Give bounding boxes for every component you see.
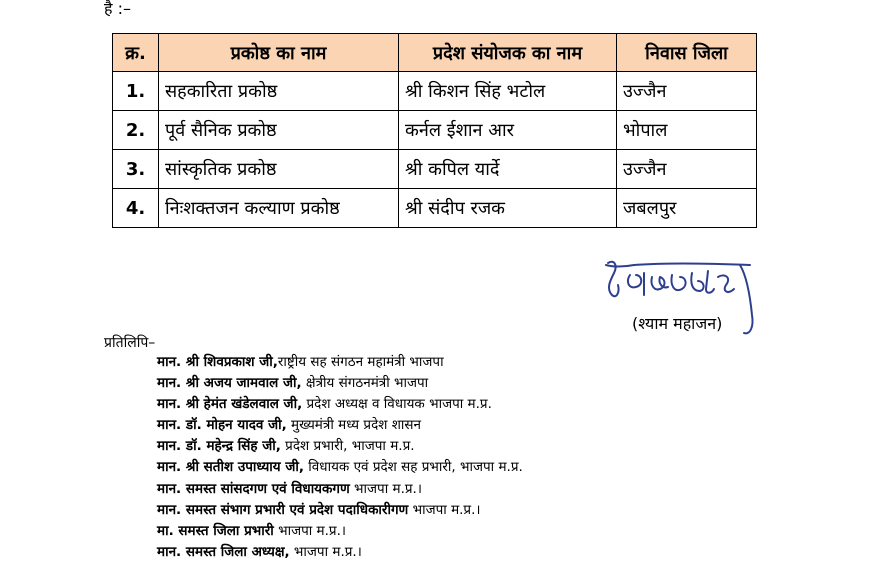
recipient-name: मान. श्री हेमंत खंडेलवाल जी, (157, 396, 303, 413)
recipient-name: मान. श्री अजय जामवाल जी, (157, 375, 302, 392)
coordinator-name: कर्नल ईशान आर (399, 111, 617, 150)
list-item (157, 436, 523, 457)
header-district: निवास जिला (617, 34, 757, 72)
cell-name: सांस्कृतिक प्रकोष्ठ (159, 150, 399, 189)
list-item (157, 521, 523, 542)
recipient-name: मान. श्री शिवप्रकाश जी, (157, 354, 278, 370)
header-coordinator-name: प्रदेश संयोजक का नाम (399, 34, 617, 72)
list-item (157, 479, 523, 500)
intro-text: है :– (104, 0, 131, 18)
district-name: उज्जैन (617, 72, 757, 111)
list-item (157, 415, 523, 436)
recipient-name: मान. श्री सतीश उपाध्याय जी, (157, 459, 304, 476)
copy-to-label: प्रतिलिपि– (104, 335, 156, 351)
header-cell-name: प्रकोष्ठ का नाम (159, 34, 399, 72)
recipient-title: प्रदेश अध्यक्ष व विधायक भाजपा म.प्र. (302, 396, 492, 413)
table-row (113, 189, 757, 228)
recipient-name: मान. समस्त संभाग प्रभारी एवं प्रदेश पदाधिकारीगण (157, 501, 409, 518)
recipient-name: मान. डॉ. मोहन यादव जी, (157, 417, 287, 434)
district-name: उज्जैन (617, 150, 757, 189)
header-serial: क्र. (113, 34, 159, 72)
coordinator-name: श्री संदीप रजक (399, 189, 617, 228)
recipient-name: मा. समस्त जिला प्रभारी (157, 522, 274, 539)
list-item (157, 500, 523, 521)
copy-to-list (157, 352, 523, 563)
cell-name: पूर्व सैनिक प्रकोष्ठ (159, 111, 399, 150)
recipient-title: भाजपा म.प्र.। (289, 543, 362, 560)
district-name: जबलपुर (617, 189, 757, 228)
recipient-name: मान. डॉ. महेन्द्र सिंह जी, (157, 438, 281, 455)
table-header-row (113, 34, 757, 72)
recipient-title: भाजपा म.प्र.। (349, 480, 422, 497)
district-name: भोपाल (617, 111, 757, 150)
signatory-name: (श्याम महाजन) (632, 314, 723, 333)
serial-number: 4. (113, 189, 159, 228)
coordinator-name: श्री किशन सिंह भटोल (399, 72, 617, 111)
table-row (113, 111, 757, 150)
recipient-title: भाजपा म.प्र.। (273, 522, 347, 539)
cell-name: निःशक्तजन कल्याण प्रकोष्ठ (159, 189, 399, 228)
table-row (113, 150, 757, 189)
recipient-title: भाजपा म.प्र.। (408, 501, 481, 518)
recipient-name: मान. समस्त सांसदगण एवं विधायकगण (157, 480, 350, 497)
list-item (157, 373, 523, 394)
serial-number: 3. (113, 150, 159, 189)
list-item (157, 542, 523, 563)
list-item (157, 352, 523, 373)
serial-number: 1. (113, 72, 159, 111)
cell-name: सहकारिता प्रकोष्ठ (159, 72, 399, 111)
cell-coordinators-table (112, 33, 757, 228)
coordinator-name: श्री कपिल यार्दे (399, 150, 617, 189)
recipient-name: मान. समस्त जिला अध्यक्ष, (157, 543, 290, 560)
list-item (157, 394, 523, 415)
recipient-title: मुख्यमंत्री मध्य प्रदेश शासन (286, 417, 422, 434)
recipient-title: क्षेत्रीय संगठनमंत्री भाजपा (301, 375, 429, 392)
recipient-title: विधायक एवं प्रदेश सह प्रभारी, भाजपा म.प्र. (303, 459, 523, 476)
recipient-title: प्रदेश प्रभारी, भाजपा म.प्र. (280, 438, 415, 455)
table-row (113, 72, 757, 111)
list-item (157, 457, 523, 478)
serial-number: 2. (113, 111, 159, 150)
recipient-title: राष्ट्रीय सह संगठन महामंत्री भाजपा (277, 354, 444, 370)
